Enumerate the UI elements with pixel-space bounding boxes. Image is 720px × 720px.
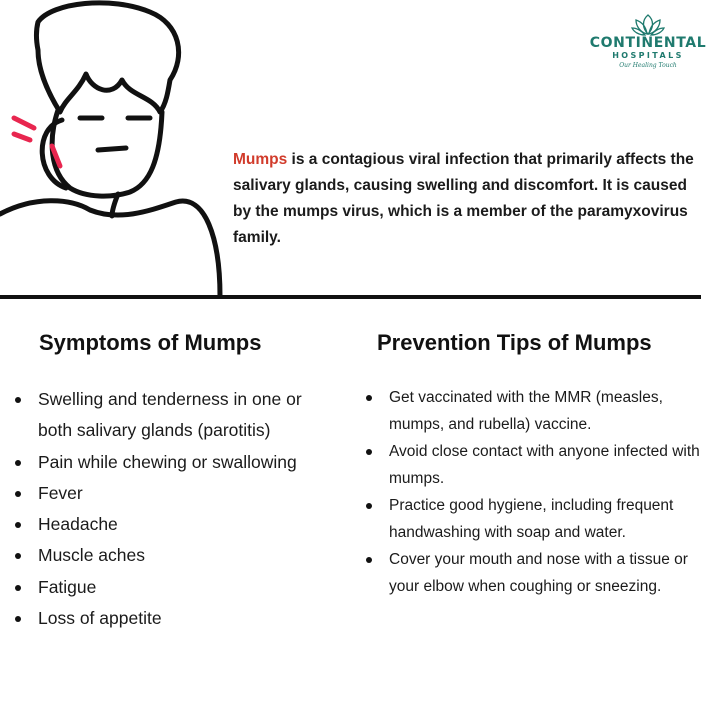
- sick-person-illustration: [0, 0, 240, 300]
- bullet-icon: [366, 449, 372, 455]
- bullet-icon: [366, 503, 372, 509]
- intro-keyword: Mumps: [233, 150, 288, 168]
- bullet-icon: [15, 522, 21, 528]
- list-item-text: Fatigue: [38, 576, 97, 597]
- list-item: [366, 384, 706, 438]
- list-item: [15, 603, 315, 634]
- list-item: [15, 478, 315, 509]
- bullet-icon: [15, 553, 21, 559]
- intro-text: is a contagious viral infection that primarily affects the salivary glands, causing swelling and discomfort. It is caused by the mumps virus, which is a member of the paramyxovirus family.: [233, 150, 694, 246]
- bullet-icon: [366, 395, 372, 401]
- bullet-icon: [15, 460, 21, 466]
- list-item-text: Headache: [38, 514, 118, 535]
- hair-shape: [37, 3, 179, 112]
- prevention-title: Prevention Tips of Mumps: [377, 330, 652, 355]
- list-item: [15, 572, 315, 603]
- list-item-text: Practice good hygiene, including frequent handwashing with soap and water.: [389, 497, 674, 541]
- bullet-icon: [366, 557, 372, 563]
- list-item: [366, 492, 706, 546]
- intro-paragraph: [233, 147, 703, 251]
- list-item-text: Get vaccinated with the MMR (measles, mumps, and rubella) vaccine.: [389, 389, 663, 433]
- bullet-icon: [15, 397, 21, 403]
- logo-sub-text: HOSPITALS: [612, 51, 684, 60]
- list-item-text: Fever: [38, 482, 83, 503]
- section-divider: [0, 295, 701, 299]
- face-shape: [52, 110, 162, 196]
- list-item-text: Muscle aches: [38, 545, 145, 566]
- bullet-icon: [15, 616, 21, 622]
- list-item: [15, 509, 315, 540]
- symptoms-title: Symptoms of Mumps: [39, 330, 262, 355]
- list-item: [15, 447, 315, 478]
- list-item-text: Cover your mouth and nose with a tissue or your elbow when coughing or sneezing.: [389, 551, 688, 595]
- mouth: [98, 148, 126, 150]
- list-item: [15, 540, 315, 571]
- lotus-icon: [631, 14, 665, 36]
- list-item: [366, 438, 706, 492]
- list-item-text: Avoid close contact with anyone infected with mumps.: [389, 443, 700, 487]
- symptoms-list: [15, 384, 315, 634]
- continental-hospitals-logo: [586, 14, 710, 70]
- logo-tagline: Our Healing Touch: [619, 62, 677, 69]
- prevention-list: [366, 384, 706, 600]
- shoulders-shape: [0, 201, 220, 296]
- list-item-text: Pain while chewing or swallowing: [38, 451, 297, 472]
- list-item: [15, 384, 315, 447]
- logo-brand-text: CONTINENTAL: [589, 35, 707, 51]
- list-item: [366, 546, 706, 600]
- list-item-text: Loss of appetite: [38, 608, 162, 629]
- bullet-icon: [15, 585, 21, 591]
- bullet-icon: [15, 491, 21, 497]
- list-item-text: Swelling and tenderness in one or both salivary glands (parotitis): [38, 389, 302, 441]
